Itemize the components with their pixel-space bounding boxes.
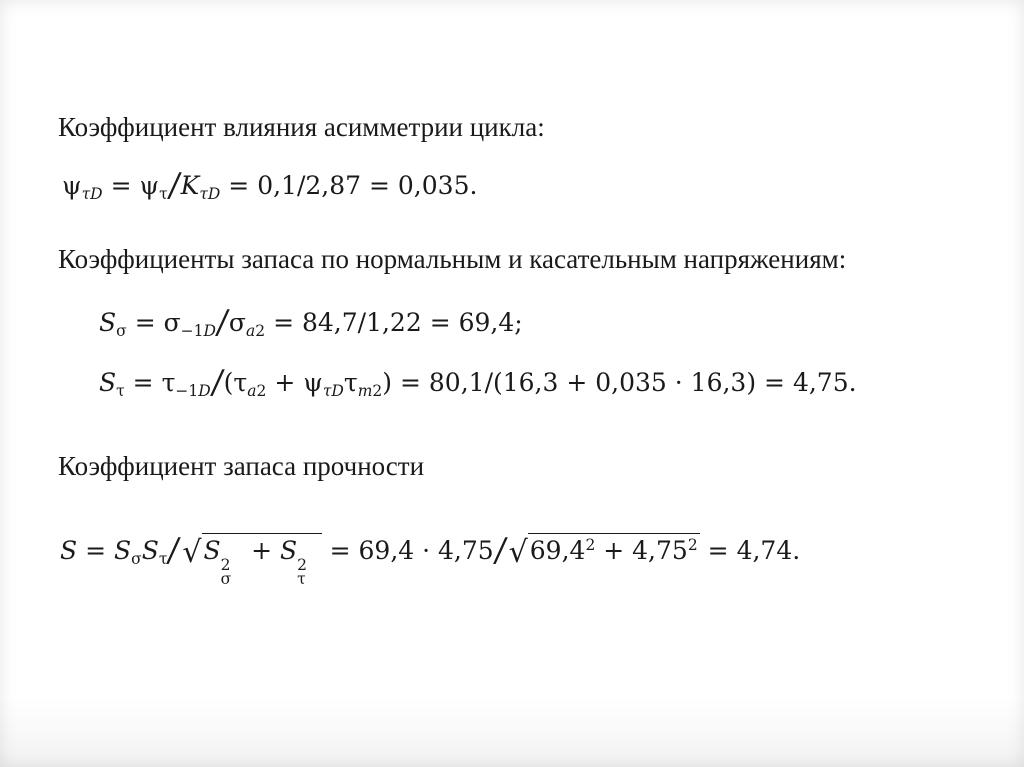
s-total-result: 4,74. <box>736 536 801 565</box>
rad-b: 4,75 <box>632 536 688 565</box>
s-tau-result: 4,75. <box>792 368 857 397</box>
equation-psi-tau-d: $\psi_{\tau D} = \psi_\tau/K_{\tau D} = 0,1/2,87 = 0,035$. <box>62 166 478 204</box>
rad-a: 69,4 <box>529 536 586 565</box>
equation-s-sigma: $S_\sigma = \sigma_{-1D}/\sigma_{a2} = 84,7/1,22 = 69,4$; <box>99 303 523 341</box>
heading-safety-factors: Коэффициенты запаса по нормальным и касательным напряжениям: <box>58 244 847 274</box>
s-sigma-values: 84,7/1,22 <box>301 308 422 337</box>
sqrt-symbolic: √S 2 σ + S 2 τ <box>180 533 321 566</box>
sqrt-numeric: $√69,4^2 + 4,75^2$ <box>508 535 698 570</box>
heading-strength-factor: Коэффициент запаса прочности <box>58 451 425 481</box>
s-tau-values: 80,1/(16,3 + 0,035 · 16,3) <box>428 368 757 397</box>
s-sigma-result: 69,4; <box>458 308 523 337</box>
equation-s-total: $S = S_\sigma S_\tau/√S$ 2 σ + S 2 τ = $69,4 \cdot 4,75/√69,4^2 + 4,75^2 = 4,74$. <box>60 531 801 589</box>
psi-values: 0,1/2,87 <box>257 171 362 200</box>
heading-asymmetry-coefficient: Коэффициент влияния асимметрии цикла: <box>58 112 545 142</box>
s-total-num: 69,4 · 4,75 <box>358 536 494 565</box>
psi-result: 0,035. <box>397 171 478 200</box>
equation-s-tau: $S_\tau = \tau_{-1D}/(\tau_{a2} + \psi_{\tau D}\tau_{m2}) = 80,1/(16,3 + 0,035 \cdot 16,3) = 4,75$. <box>99 363 857 401</box>
slide-bottom-shade <box>0 697 1024 767</box>
